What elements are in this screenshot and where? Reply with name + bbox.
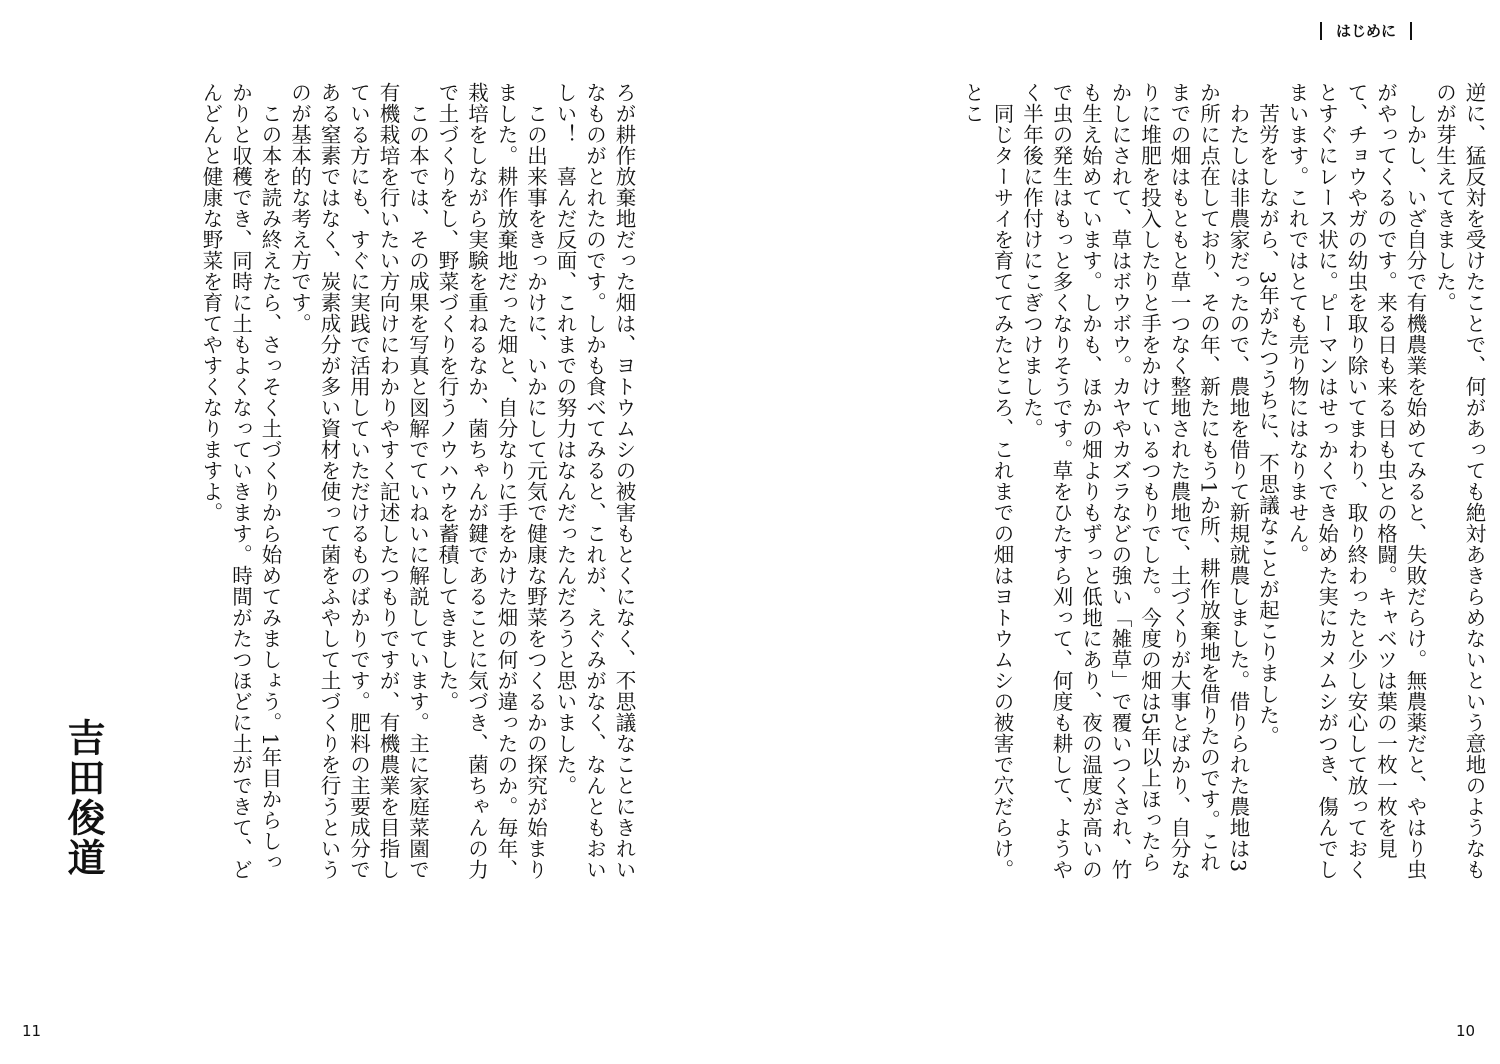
paragraph: この出来事をきっかけに、いかにして元気で健康な野菜をつくるかの探究が始まりました。耕作放棄地だった畑と、自分なりに手をかけた畑の何が違ったのか。毎年、栽培をしながら実験を重ねるなか、菌ちゃんが鍵であることに気づき、菌ちゃんの力で土づくりをし、野菜づくりを行うノウハウを蓄積してきました。 (435, 82, 548, 880)
section-title: はじめに (1336, 22, 1397, 40)
paragraph: わたしは非農家だったので、農地を借りて新規就農しました。借りられた農地は3か所に点在しており、その年、新たにもう1か所、耕作放棄地を借りたのです。これまでの畑はもともと草一つなく整地された農地で、土づくりが大事とばかり、自分なりに堆肥を投入したりと手をかけているつもりでした。今度の畑は5年以上ほったらかしにされて、草はボウボウ。カヤやカズラなどの強い「雑草」で覆いつくされ、竹も生え始めています。しかも、ほかの畑よりもずっと低地にあり、夜の温度が高いので虫の発生はもっと多くなりそうです。草をひたすら刈って、何度も耕して、ようやく半年後に作付けにこぎつけました。 (1019, 82, 1250, 880)
author-name: 吉田俊道 (61, 718, 105, 878)
paragraph: 苦労をしながら、3年がたつうちに、不思議なことが起こりました。 (1255, 102, 1280, 747)
page-number-left: 11 (22, 1022, 42, 1040)
paragraph: ろが耕作放棄地だった畑は、ヨトウムシの被害もとくになく、不思議なことにきれいなものがとれたのです。しかも食べてみると、これが、えぐみがなく、なんともおいしい！ 喜んだ反面、これまでの努力はなんだったんだろうと思いました。 (553, 82, 636, 880)
paragraph: 同じターサイを育ててみたところ、これまでの畑はヨトウムシの被害で穴だらけ。とこ (960, 82, 1014, 880)
right-page-body (902, 82, 1488, 882)
running-header (1320, 20, 1412, 41)
page-number-right: 10 (1456, 1022, 1476, 1040)
right-page (750, 0, 1500, 1064)
left-page-body (126, 82, 638, 882)
paragraph: この本では、その成果を写真と図解でていねいに解説しています。主に家庭菜園で有機栽培を行いたい方向けにわかりやすく記述したつもりですが、有機農業を目指している方にも、すぐに実践で活用していただけるものばかりです。肥料の主要成分である窒素ではなく、炭素成分が多い資材を使って菌をふやして土づくりを行うというのが基本的な考え方です。 (287, 82, 430, 880)
paragraph: しかし、いざ自分で有機農業を始めてみると、失敗だらけ。無農薬だと、やはり虫がやってくるのです。来る日も来る日も虫との格闘。キャベツは葉の一枚一枚を見て、チョウやガの幼虫を取り除いてまわり、取り終わったと少し安心して放っておくとすぐにレース状に。ピーマンはせっかくでき始めた実にカメムシがつき、傷んでしまいます。これではとても売り物にはなりません。 (1285, 82, 1427, 880)
header-bar-right (1410, 22, 1412, 40)
paragraph: 逆に、猛反対を受けたことで、何があっても絶対あきらめないという意地のようなものが芽生えてきました。 (1432, 82, 1486, 880)
header-bar-left (1320, 22, 1322, 40)
paragraph: この本を読み終えたら、さっそく土づくりから始めてみましょう。1年目からしっかりと収穫でき、同時に土もよくなっていきます。時間がたつほどに土ができて、どんどんと健康な野菜を育てやすくなりますよ。 (199, 82, 282, 880)
